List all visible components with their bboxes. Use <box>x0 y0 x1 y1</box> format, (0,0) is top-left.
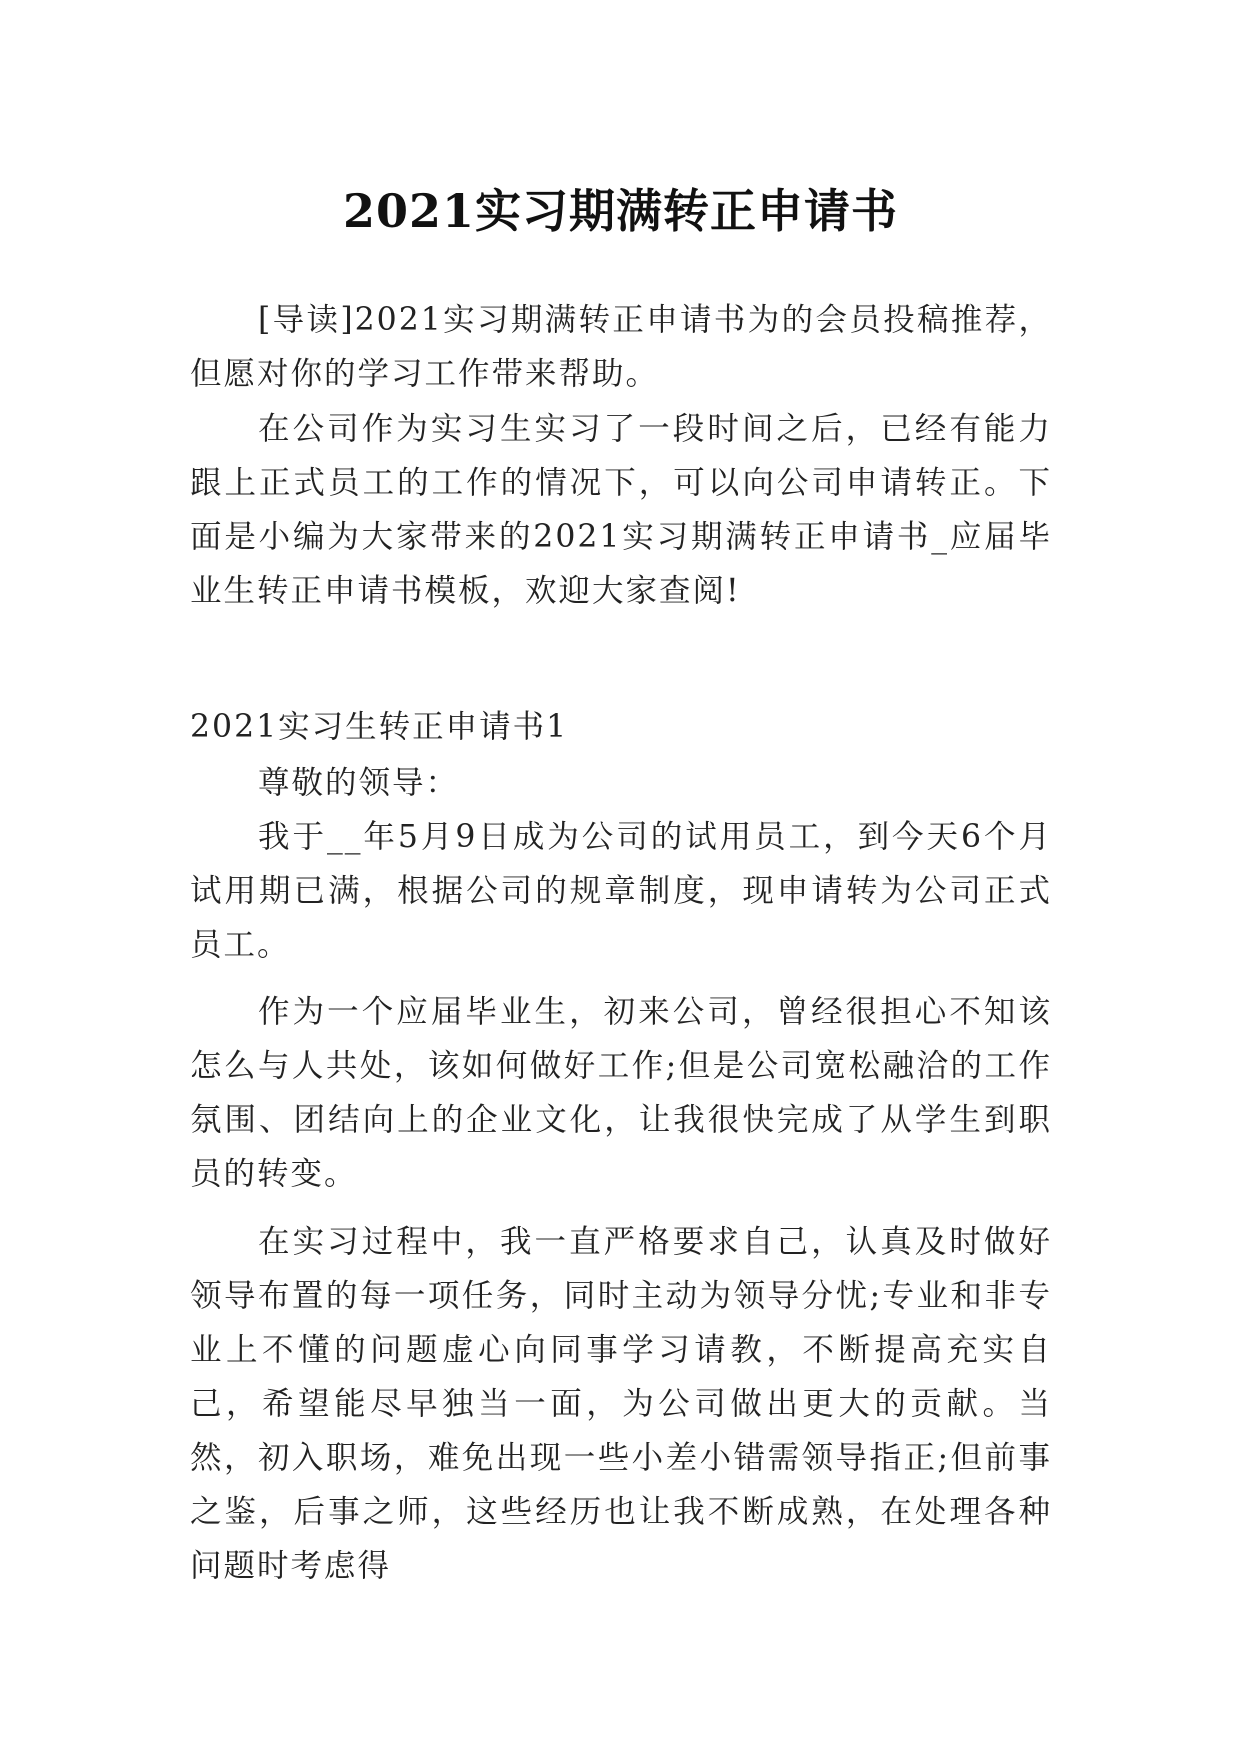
body-paragraph-2: 作为一个应届毕业生，初来公司，曾经很担心不知该怎么与人共处，该如何做好工作;但是公司宽松融洽的工作氛围、团结向上的企业文化，让我很快完成了从学生到职员的转变。 <box>190 994 1052 1192</box>
body-paragraph-3: 在实习过程中，我一直严格要求自己，认真及时做好领导布置的每一项任务，同时主动为领导分忧;专业和非专业上不懂的问题虚心向同事学习请教，不断提高充实自己，希望能尽早独当一面，为公司做出更大的贡献。当然，初入职场，难免出现一些小差小错需领导指正;但前事之鉴，后事之师，这些经历也让我不断成熟，在处理各种问题时考虑得 <box>190 1224 1052 1584</box>
section-heading: 2021实习生转正申请书1 <box>190 709 569 745</box>
document-title: 2021实习期满转正申请书 <box>342 183 899 238</box>
intro-paragraph-2: 在公司作为实习生实习了一段时间之后，已经有能力跟上正式员工的工作的情况下，可以向公司申请转正。下面是小编为大家带来的2021实习期满转正申请书_应届毕业生转正申请书模板，欢迎大家查阅! <box>190 411 1052 609</box>
body-paragraph-1: 我于__年5月9日成为公司的试用员工，到今天6个月试用期已满，根据公司的规章制度，现申请转为公司正式员工。 <box>190 819 1052 963</box>
intro-paragraph: [导读]2021实习期满转正申请书为的会员投稿推荐，但愿对你的学习工作带来帮助。 <box>190 302 1052 392</box>
salutation: 尊敬的领导： <box>258 765 460 801</box>
